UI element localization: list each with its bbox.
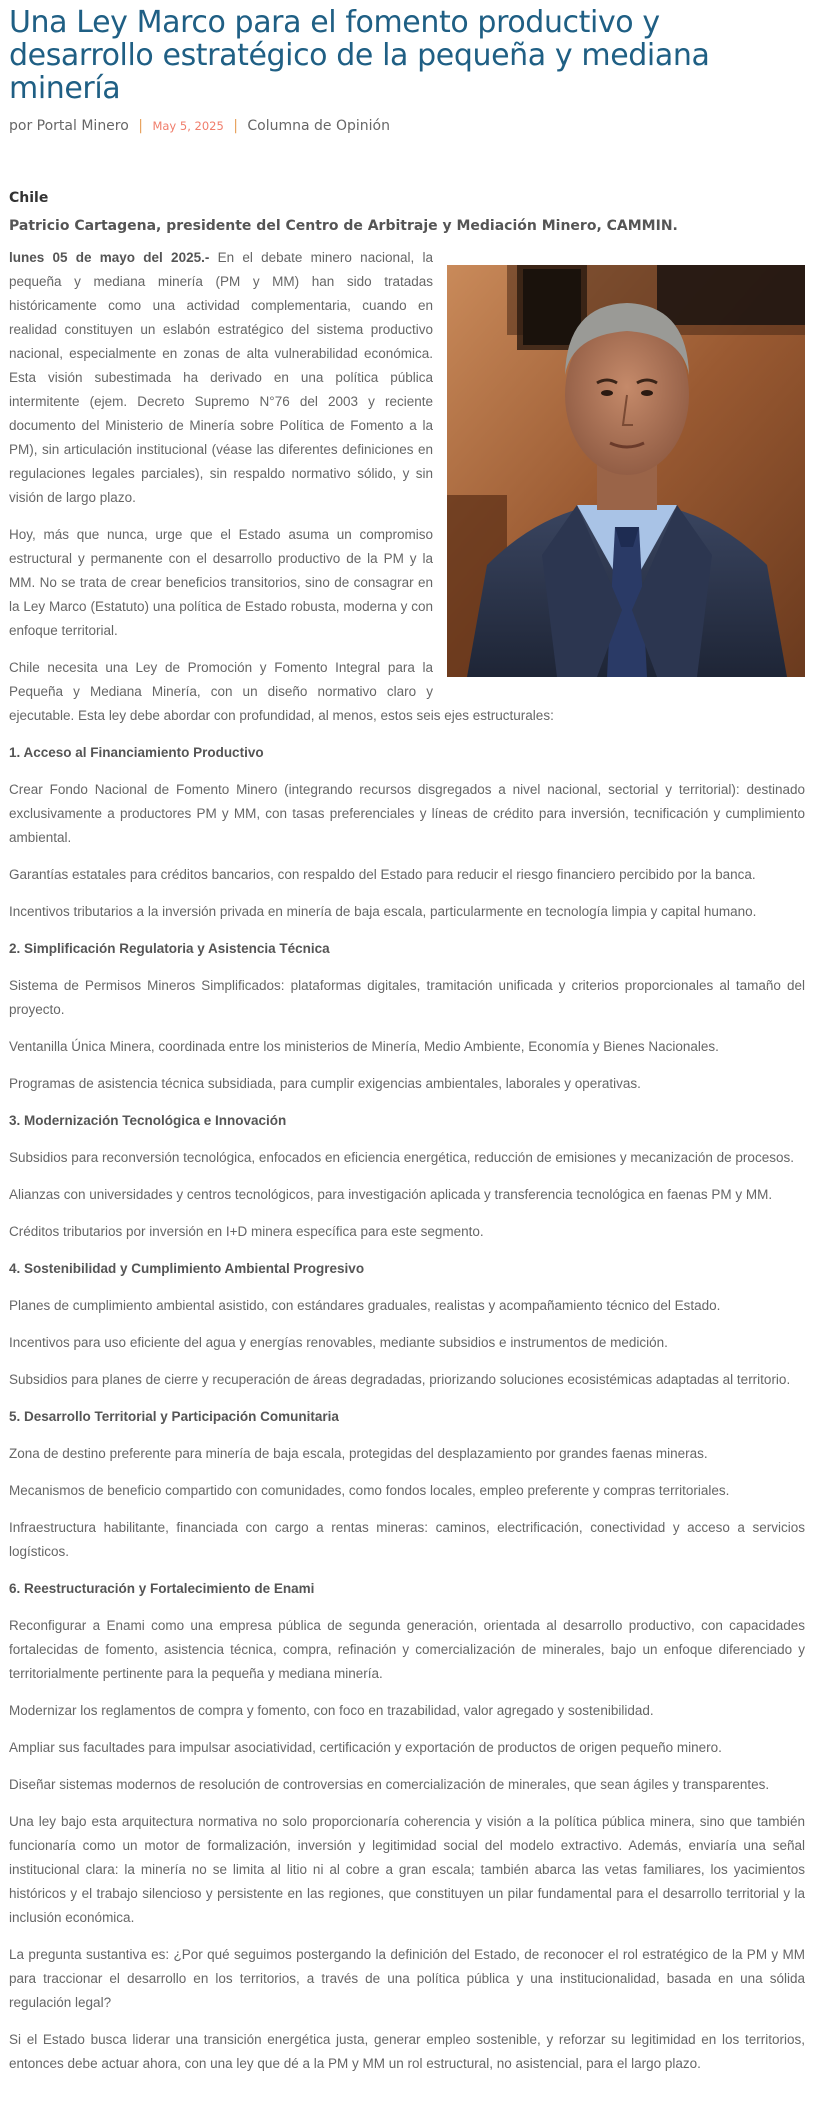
article-byline: Patricio Cartagena, presidente del Centro de Arbitraje y Mediación Minero, CAMMIN. — [9, 218, 678, 234]
paragraph: Zona de destino preferente para minería de baja escala, protegidas del desplazamiento por grandes faenas mineras. — [9, 1446, 708, 1461]
post-date: May 5, 2025 — [152, 119, 224, 133]
paragraph: Sistema de Permisos Mineros Simplificados: plataformas digitales, tramitación unificada y criterios proporcionales al tamaño del proyecto. — [9, 978, 805, 1017]
section-heading: 3. Modernización Tecnológica e Innovación — [9, 1113, 287, 1128]
paragraph: Modernizar los reglamentos de compra y fomento, con foco en trazabilidad, valor agregado y sostenibilidad. — [9, 1703, 654, 1718]
post-meta — [9, 118, 805, 138]
paragraph: Alianzas con universidades y centros tecnológicos, para investigación aplicada y transferencia tecnológica en faenas PM y MM. — [9, 1187, 773, 1202]
paragraph: Diseñar sistemas modernos de resolución de controversias en comercialización de minerales, que sean ágiles y transparentes. — [9, 1777, 770, 1792]
section-heading: 1. Acceso al Financiamiento Productivo — [9, 745, 264, 760]
paragraph: Incentivos tributarios a la inversión privada en minería de baja escala, particularmente en tecnología limpia y capital humano. — [9, 904, 757, 919]
category-link[interactable]: Columna de Opinión — [247, 118, 390, 134]
paragraph: Ampliar sus facultades para impulsar asociatividad, certificación y exportación de productos de origen pequeño minero. — [9, 1740, 722, 1755]
paragraph: lunes 05 de mayo del 2025.- En el debate minero nacional, la pequeña y mediana minería (PM y MM) han sido tratadas históricamente como una actividad complementaria, cuando en realidad constituyen un eslabón estratégico del sistema productivo nacional, especialmente en zonas de alta vulnerabilidad económica. Esta visión subestimada ha derivado en una política pública intermitente (ejem. Decreto Supremo N°76 del 2003 y reciente documento del Ministerio de Minería sobre Política de Fomento a la PM), sin articulación institucional (véase las diferentes definiciones en regulaciones legales parciales), sin respaldo normativo sólido, y sin visión de largo plazo. — [9, 250, 433, 505]
meta-separator: | — [138, 118, 143, 134]
paragraph: Ventanilla Única Minera, coordinada entre los ministerios de Minería, Medio Ambiente, Economía y Bienes Nacionales. — [9, 1039, 719, 1054]
paragraph: Si el Estado busca liderar una transición energética justa, generar empleo sostenible, y reforzar su legitimidad en los territorios, entonces debe actuar ahora, con una ley que dé a la PM y MM un rol estructural, no asistencial, para el largo plazo. — [9, 2032, 805, 2071]
paragraph: Reconfigurar a Enami como una empresa pública de segunda generación, orientada al desarrollo productivo, con capacidades fortalecidas de fomento, asistencia técnica, compra, refinación y comercialización de minerales, bajo un enfoque diferenciado y territorialmente pertinente para la pequeña y mediana minería. — [9, 1618, 805, 1681]
article-container — [9, 0, 805, 2089]
author-portrait-image — [447, 265, 805, 677]
paragraph: Subsidios para planes de cierre y recuperación de áreas degradadas, priorizando soluciones ecosistémicas adaptadas al territorio. — [9, 1372, 791, 1387]
paragraph: Incentivos para uso eficiente del agua y energías renovables, mediante subsidios e instrumentos de medición. — [9, 1335, 668, 1350]
paragraph: Una ley bajo esta arquitectura normativa no solo proporcionaría coherencia y visión a la política pública minera, sino que también funcionaría como un motor de formalización, inversión y legitimidad social del modelo extractivo. Además, enviaría una señal institucional clara: la minería no se limita al litio ni al cobre a gran escala; también abarca las vetas familiares, los yacimientos históricos y el trabajo silencioso y persistente en las regiones, que constituyen un pilar fundamental para el desarrollo territorial y la inclusión económica. — [9, 1814, 805, 1925]
paragraph: Chile necesita una Ley de Promoción y Fomento Integral para la Pequeña y Mediana Minería, con un diseño normativo claro y ejecutable. Esta ley debe abordar con profundidad, al menos, estos seis ejes estructurales: — [9, 660, 554, 723]
paragraph: Garantías estatales para créditos bancarios, con respaldo del Estado para reducir el riesgo financiero percibido por la banca. — [9, 867, 756, 882]
section-heading: 4. Sostenibilidad y Cumplimiento Ambiental Progresivo — [9, 1261, 365, 1276]
author-prefix: por — [9, 118, 33, 134]
section-heading: 5. Desarrollo Territorial y Participación Comunitaria — [9, 1409, 339, 1424]
page-title: Una Ley Marco para el fomento productivo y desarrollo estratégico de la pequeña y mediana minería — [9, 5, 710, 106]
paragraph: Créditos tributarios por inversión en I+D minera específica para este segmento. — [9, 1224, 484, 1239]
paragraph: Crear Fondo Nacional de Fomento Minero (integrando recursos disgregados a nivel nacional, sectorial y territorial): destinado exclusivamente a productores PM y MM, con tasas preferenciales y líneas de crédito para inversión, tecnificación y cumplimiento ambiental. — [9, 782, 805, 845]
paragraph: Hoy, más que nunca, urge que el Estado asuma un compromiso estructural y permanente con el desarrollo productivo de la PM y la MM. No se trata de crear beneficios transitorios, sino de consagrar en la Ley Marco (Estatuto) una política de Estado robusta, moderna y con enfoque territorial. — [9, 527, 433, 638]
article-location: Chile — [9, 190, 49, 206]
paragraph: Mecanismos de beneficio compartido con comunidades, como fondos locales, empleo preferente y compras territoriales. — [9, 1483, 730, 1498]
author-link[interactable]: Portal Minero — [36, 118, 129, 134]
paragraph: Subsidios para reconversión tecnológica, enfocados en eficiencia energética, reducción de emisiones y mecanización de procesos. — [9, 1150, 794, 1165]
section-heading: 2. Simplificación Regulatoria y Asistencia Técnica — [9, 941, 330, 956]
paragraph: Programas de asistencia técnica subsidiada, para cumplir exigencias ambientales, laborales y operativas. — [9, 1076, 641, 1091]
meta-separator: | — [233, 118, 238, 134]
lead-date: lunes 05 de mayo del 2025.- — [9, 250, 210, 265]
section-heading: 6. Reestructuración y Fortalecimiento de Enami — [9, 1581, 315, 1596]
paragraph: Planes de cumplimiento ambiental asistido, con estándares graduales, realistas y acompañamiento técnico del Estado. — [9, 1298, 721, 1313]
paragraph: Infraestructura habilitante, financiada con cargo a rentas mineras: caminos, electrificación, conectividad y acceso a servicios logísticos. — [9, 1520, 805, 1559]
paragraph: La pregunta sustantiva es: ¿Por qué seguimos postergando la definición del Estado, de reconocer el rol estratégico de la PM y MM para traccionar el desarrollo en los territorios, a través de una política pública y una institucionalidad, basada en una sólida regulación legal? — [9, 1947, 805, 2010]
article-body — [9, 246, 805, 2076]
